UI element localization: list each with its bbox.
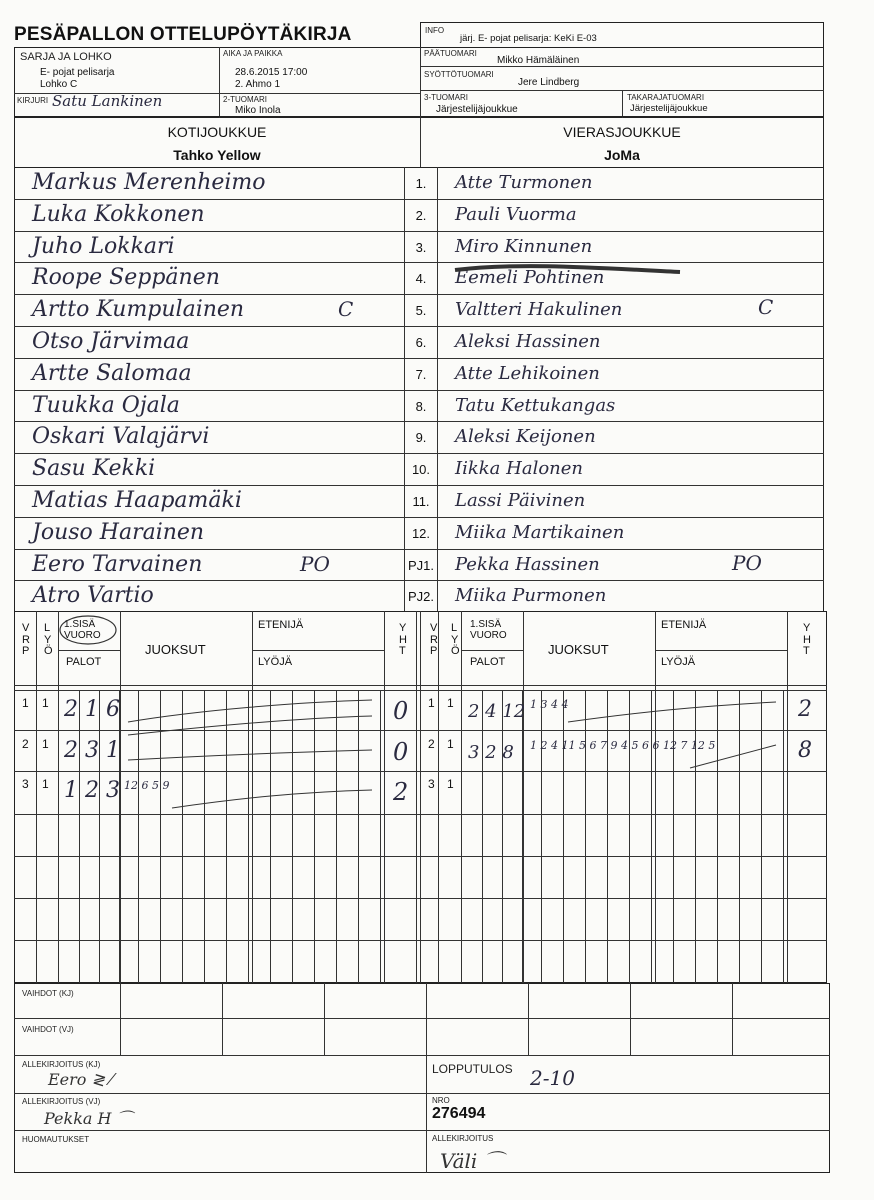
signature-kj: Eero ≷ ⁄ [48,1070,113,1089]
allekirjoitus-vj-label: ALLEKIRJOITUS (VJ) [22,1097,101,1106]
home-pj-mark: PO [300,551,330,576]
away-player: Aleksi Hassinen [455,331,601,352]
inning-number: 2 [22,737,29,751]
tuomari2-value: Miko Inola [235,105,281,116]
home-captain-mark: C [338,297,354,322]
sarja-value-2: Lohko C [40,79,78,90]
home-player: Luka Kokkonen [32,201,205,227]
info-value: järj. E- pojat pelisarja: KeKi E-03 [460,33,597,44]
inning-total: 2 [393,778,409,806]
away-inning-number: 3 [428,777,435,791]
aika-value-2: 2. Ahmo 1 [235,79,281,90]
home-player: Artto Kumpulainen [32,297,245,323]
roster-number: 3. [415,239,427,255]
away-inning-total: 8 [798,738,812,763]
info-label: INFO [425,26,445,35]
home-player: Sasu Kekki [32,456,156,482]
sarja-value-1: E- pojat pelisarja [40,67,115,78]
home-player: Tuukka Ojala [32,392,180,418]
syottotuomari-label: SYÖTTÖTUOMARI [424,70,494,79]
inning-palot: 1 2 3 [64,778,120,803]
col-etenija: ETENIJÄ [258,619,304,631]
inning-runs: 12 6 5 9 [124,779,170,792]
home-player: Juho Lokkari [32,233,175,259]
roster-number: 5. [415,303,427,319]
col-palot: PALOT [66,656,102,668]
roster-number: 9. [415,430,427,446]
nro-value: 276494 [432,1105,486,1122]
away-player: Atte Turmonen [455,172,593,193]
huomautukset-label: HUOMAUTUKSET [22,1135,90,1144]
away-inning-palot: 2 4 12 [468,701,526,722]
away-inning-total: 2 [798,697,812,722]
tuomari2-label: 2-TUOMARI [223,95,267,104]
col-yht-away: Y H T [803,622,811,658]
signature-vj: Pekka H ⌒ [44,1109,133,1128]
inning-l: 1 [42,696,49,710]
inning-total: 0 [393,697,409,725]
away-player: Eemeli Pohtinen [455,267,605,289]
home-player: Otso Järvimaa [32,329,190,354]
roster-number: 1. [415,176,427,191]
home-player: Artte Salomaa [32,360,192,386]
away-player: Miika Purmonen [455,585,607,607]
inning-l: 1 [42,737,49,751]
tuomari3-value: Järjestelijäjoukkue [436,104,518,115]
away-captain-mark: C [758,295,774,320]
away-player: Iikka Halonen [455,458,583,480]
home-player: Roope Seppänen [32,265,220,291]
away-inning-number: 1 [428,696,435,710]
aika-label: AIKA JA PAIKKA [223,49,283,58]
away-player: Pekka Hassinen [455,553,600,575]
home-team-name: Tahko Yellow [173,147,261,163]
away-team-name: JoMa [604,147,640,163]
away-inning-palot: 3 2 8 [468,742,514,763]
roster-number: 10. [411,462,431,478]
lopputulos-value: 2-10 [530,1066,575,1090]
roster-number: PJ1. [407,557,434,573]
kirjuri-value: Satu Lankinen [52,92,163,110]
syottotuomari-value: Jere Lindberg [518,77,580,88]
away-player: Aleksi Keijonen [455,426,596,448]
roster-number: 12. [411,525,431,541]
col-lyoja-away: LYÖJÄ [661,656,696,668]
home-player: Jouso Harainen [32,519,205,545]
away-inning-l: 1 [447,777,454,791]
allekirjoitus-kj-label: ALLEKIRJOITUS (KJ) [22,1060,101,1069]
roster-number: 11. [412,494,430,509]
lopputulos-label: LOPPUTULOS [432,1062,513,1076]
nro-label: NRO [432,1096,450,1105]
takaraja-value: Järjestelijäjoukkue [630,103,708,114]
roster-number: 6. [415,335,427,350]
inning-l: 1 [42,777,49,791]
col-lyo: L Y Ö [44,622,53,658]
footer-box [14,983,830,1173]
away-inning-number: 2 [428,737,435,751]
col-lyoja: LYÖJÄ [258,656,293,668]
away-player: Atte Lehikoinen [455,362,600,384]
inning-palot: 2 1 6 [64,697,120,722]
vaihdot-vj-label: VAIHDOT (VJ) [22,1025,74,1034]
page-title: PESÄPALLON OTTELUPÖYTÄKIRJA [14,24,352,45]
inning-number: 3 [22,777,29,791]
away-player: Miro Kinnunen [455,235,593,257]
away-player: Pauli Vuorma [455,203,577,225]
away-pj-mark: PO [732,550,762,575]
col-vrp: V R P [22,622,30,658]
away-player: Valtteri Hakulinen [455,299,623,321]
col-yht: Y H T [399,622,407,658]
sarja-label: SARJA JA LOHKO [20,51,112,63]
col-palot-away: PALOT [470,656,506,668]
paatuomari-value: Mikko Hämäläinen [497,55,580,66]
away-inning-l: 1 [447,737,454,751]
roster-number: 8. [415,398,427,414]
away-player: Lassi Päivinen [455,490,586,511]
away-player: Miika Martikainen [455,521,625,543]
inning-total: 0 [393,738,409,766]
col-lyo-away: L Y Ö [451,622,460,658]
home-player: Eero Tarvainen [32,551,203,577]
aika-value-1: 28.6.2015 17:00 [235,67,308,78]
away-player: Tatu Kettukangas [455,394,616,416]
roster-number: PJ2. [407,589,434,605]
col-etenija-away: ETENIJÄ [661,619,707,631]
home-label: KOTIJOUKKUE [167,124,267,140]
roster-number: 2. [415,207,427,223]
paatuomari-label: PÄÄTUOMARI [424,49,477,58]
away-label: VIERASJOUKKUE [563,124,681,140]
col-juoksut-away: JUOKSUT [548,642,609,657]
home-player: Matias Haapamäki [32,488,242,513]
signature-main: Väli ⌒ [440,1149,504,1173]
inning-number: 1 [22,696,29,710]
home-player: Atro Vartio [32,583,154,609]
kirjuri-label: KIRJURI [17,96,49,105]
col-vrp-away: V R P [430,622,438,658]
tuomari3-label: 3-TUOMARI [424,93,468,102]
inning-palot: 2 3 1 [64,738,120,763]
col-sisa-away: 1.SISÄ VUORO [470,619,507,641]
away-inning-runs: 1 2 4 11 5 6 7 9 4 5 6 6 12 7 12 5 [530,739,716,752]
home-player: Oskari Valajärvi [32,424,210,450]
allekirjoitus-label: ALLEKIRJOITUS [432,1134,494,1143]
col-sisa: 1.SISÄ VUORO [64,619,101,641]
roster-number: 4. [415,271,427,287]
roster-number: 7. [415,366,427,382]
col-juoksut: JUOKSUT [145,642,206,657]
takaraja-label: TAKARAJATUOMARI [627,93,705,102]
away-inning-runs: 1 3 4 4 [530,698,569,711]
vaihdot-kj-label: VAIHDOT (KJ) [22,989,74,998]
home-player: Markus Merenheimo [32,170,266,195]
away-inning-l: 1 [447,696,454,710]
